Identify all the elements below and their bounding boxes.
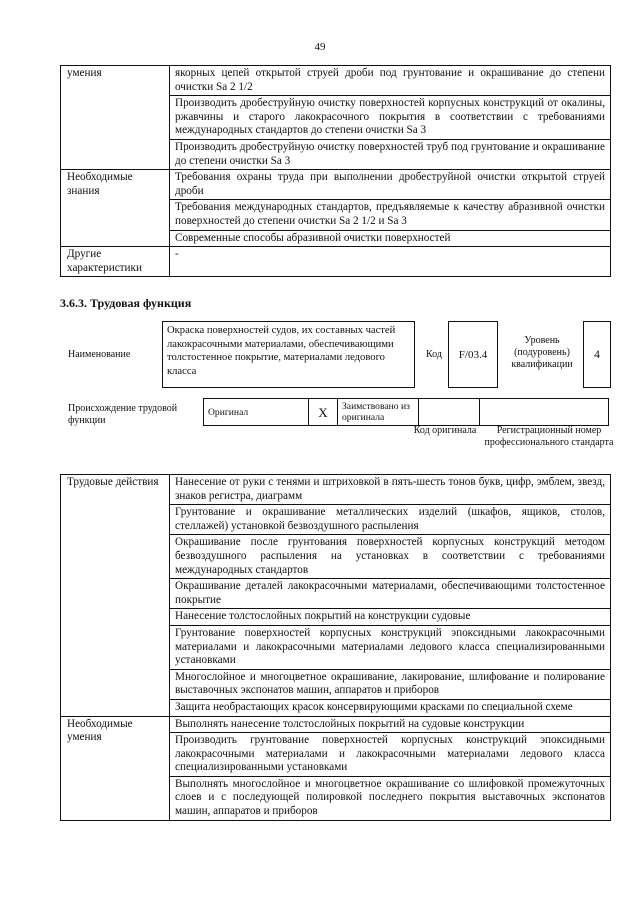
- table-cell: -: [170, 247, 611, 277]
- origin-table: [203, 398, 609, 426]
- qualification-level-box: 4: [583, 321, 611, 388]
- origin-code-cell: [419, 399, 480, 426]
- table-cell: Требования охраны труда при выполнении дробеструйной очистки открытой струей дроби: [170, 170, 611, 200]
- row-label-other: Другие характеристики: [61, 247, 170, 277]
- reg-number-label: Регистрационный номер профессионального стандарта: [484, 425, 614, 448]
- page-number: 49: [314, 41, 326, 53]
- table-cell: Нанесение толстослойных покрытий на конструкции судовые: [170, 609, 611, 626]
- table-cell: Производить грунтование поверхностей корпусных конструкций эпоксидными лакокрасочными материалами и лакокрасочными материалами ледового класса специализированными установками: [170, 733, 611, 777]
- row-label-actions: Трудовые действия: [61, 475, 170, 717]
- section-title: 3.6.3. Трудовая функция: [60, 296, 192, 310]
- code-original-label: Код оригинала: [413, 425, 477, 436]
- table-cell: Требования международных стандартов, предъявляемые к качеству абразивной очистки поверхностей до степени очистки Sa 2 1/2 и Sa 3: [170, 200, 611, 230]
- table-cell: якорных цепей открытой струей дроби под грунтование и окрашивание до степени очистки Sa 2 1/2: [170, 66, 611, 96]
- table-cell: Выполнять многослойное и многоцветное окрашивание со шлифовкой промежуточных слоев и с последующей полировкой последнего покрытия выставочных экспонатов машин, аппаратов и приборов: [170, 776, 611, 820]
- table-cell: Современные способы абразивной очистки поверхностей: [170, 230, 611, 247]
- origin-reg-cell: [480, 399, 609, 426]
- table-cell: Грунтование поверхностей корпусных конструкций эпоксидными лакокрасочными материалами и лакокрасочными материалами ледового класса специализированными установками: [170, 625, 611, 669]
- table-cell: Производить дробеструйную очистку поверхностей корпусных конструкций от окалины, ржавчины и старого лакокрасочного покрытия в соответствии с требованиями международных стандартов до степени очистки Sa 3: [170, 96, 611, 140]
- function-name-box: Окраска поверхностей судов, их составных частей лакокрасочными материалами, обеспечивающими толстостенное покрытие, материалами ледового класса: [162, 321, 415, 388]
- table-cell: Многослойное и многоцветное окрашивание, лакирование, шлифование и полирование выставочных экспонатов машин, аппаратов и приборов: [170, 669, 611, 699]
- skills-knowledge-table: [60, 65, 611, 277]
- qualification-level-label: Уровень (подуровень) квалификации: [511, 335, 573, 370]
- row-label-knowledge: Необходимые знания: [61, 170, 170, 247]
- table-cell: Окрашивание деталей лакокрасочными материалами, обеспечивающими толстостенное покрытие: [170, 579, 611, 609]
- function-code-box: F/03.4: [448, 321, 498, 388]
- name-label: Наименование: [68, 349, 131, 360]
- table-cell: Защита необрастающих красок консервирующими красками по специальной схеме: [170, 699, 611, 716]
- table-cell: Выполнять нанесение толстослойных покрытий на судовые конструкции: [170, 716, 611, 733]
- actions-skills-table: [60, 474, 611, 821]
- origin-borrowed: Заимствовано из оригинала: [338, 399, 419, 426]
- row-label-skills: умения: [61, 66, 170, 170]
- table-cell: Окрашивание после грунтования поверхностей корпусных конструкций методом безвоздушного распыления на установках в соответствии с требованиями международных стандартов: [170, 535, 611, 579]
- origin-mark: X: [309, 399, 338, 426]
- code-label: Код: [426, 349, 442, 360]
- origin-label: Происхождение трудовой функции: [68, 403, 178, 426]
- table-cell: Нанесение от руки с тенями и штриховкой в пять-шесть тонов букв, цифр, эмблем, звезд, знаков регистра, диаграмм: [170, 475, 611, 505]
- origin-original: Оригинал: [204, 399, 309, 426]
- table-cell: Производить дробеструйную очистку поверхностей труб под грунтование и окрашивание до степени очистки Sa 3: [170, 139, 611, 169]
- row-label-required-skills: Необходимые умения: [61, 716, 170, 820]
- table-cell: Грунтование и окрашивание металлических изделий (шкафов, ящиков, столов, стеллажей) установкой безвоздушного распыления: [170, 505, 611, 535]
